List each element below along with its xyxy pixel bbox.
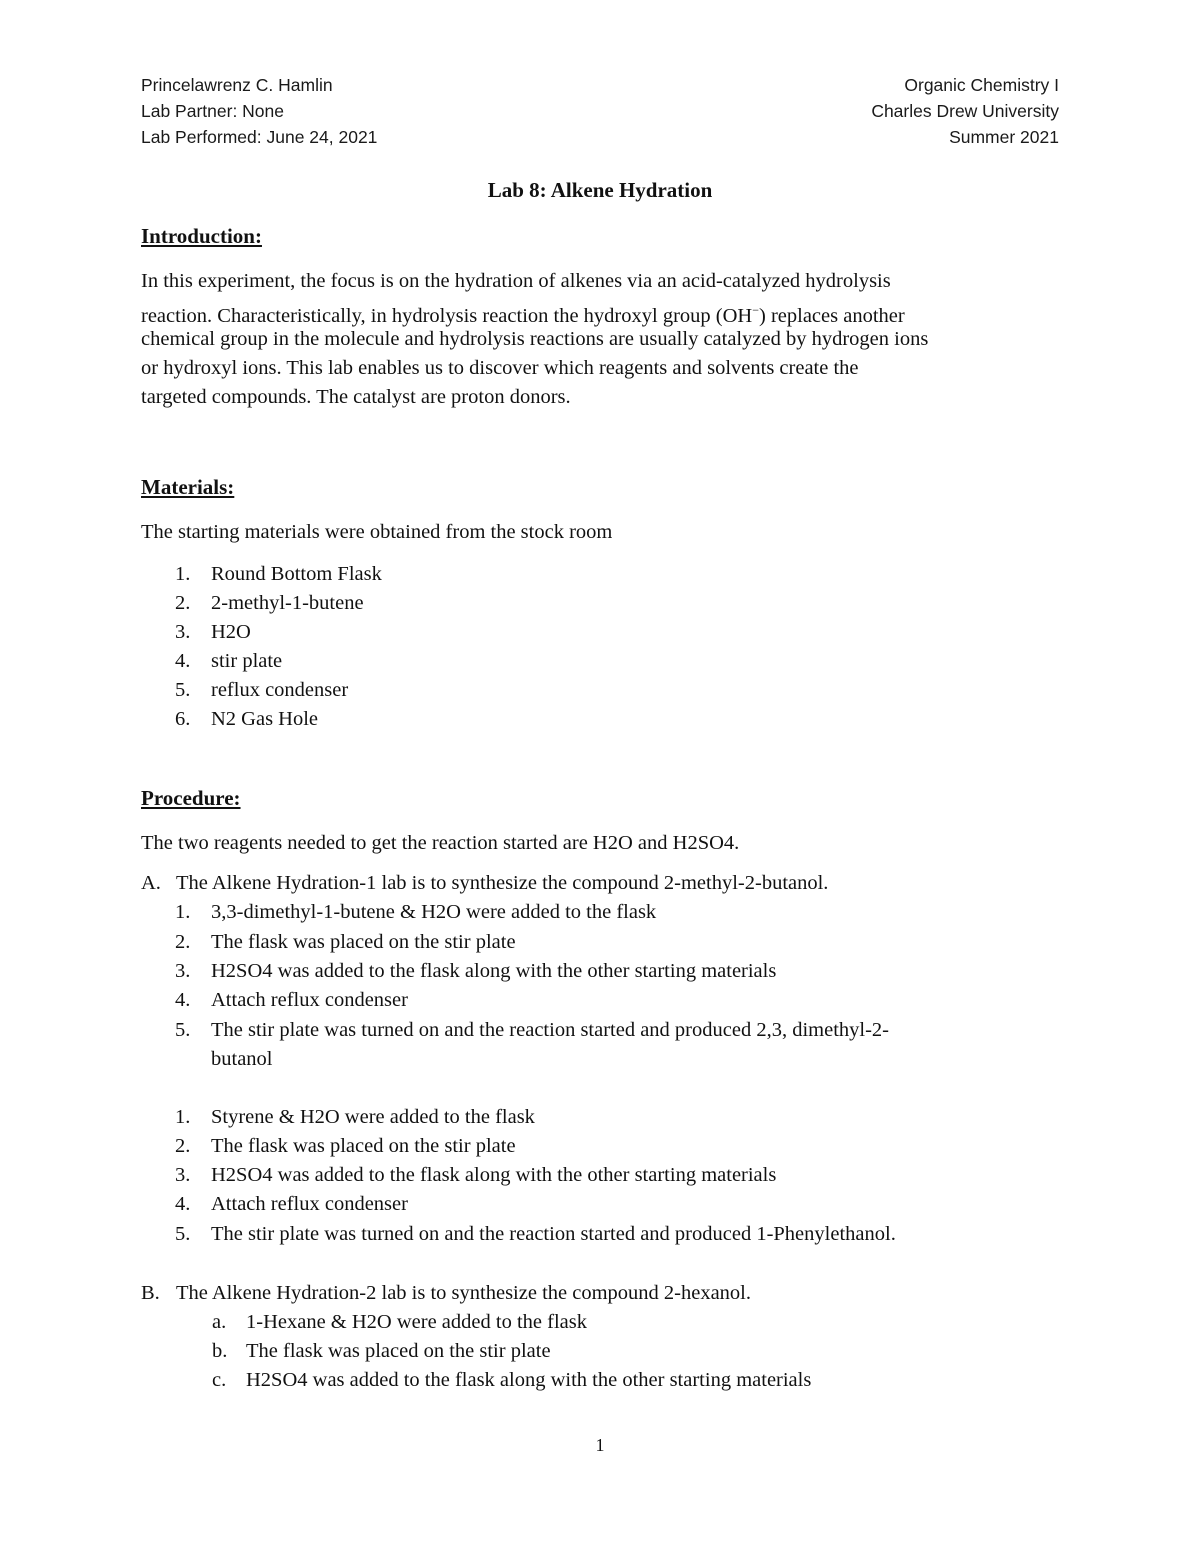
intro-line-3: chemical group in the molecule and hydrolysis reactions are usually catalyzed by hydrogen ions xyxy=(141,328,929,350)
materials-intro: The starting materials were obtained from the stock room xyxy=(141,521,613,543)
list-text: H2SO4 was added to the flask along with the other starting materials xyxy=(211,960,777,982)
list-item-continuation: butanol xyxy=(211,1048,273,1070)
list-text: 1-Hexane & H2O were added to the flask xyxy=(246,1311,587,1333)
list-letter: a. xyxy=(212,1311,227,1333)
list-number: 3. xyxy=(175,1164,191,1186)
list-text: N2 Gas Hole xyxy=(211,708,319,730)
page-number: 1 xyxy=(595,1435,605,1455)
list-text: 3,3-dimethyl-1-butene & H2O were added to the flask xyxy=(211,901,657,923)
list-text: Attach reflux condenser xyxy=(211,1193,408,1215)
list-letter: b. xyxy=(212,1340,228,1362)
list-text: 2-methyl-1-butene xyxy=(211,592,364,614)
list-letter: c. xyxy=(212,1369,227,1391)
list-text: Attach reflux condenser xyxy=(211,989,408,1011)
list-number: 1. xyxy=(175,1106,191,1128)
intro-line-5: targeted compounds. The catalyst are proton donors. xyxy=(141,386,571,408)
list-text: The stir plate was turned on and the reaction started and produced 1-Phenylethanol. xyxy=(211,1223,896,1245)
part-a-text: The Alkene Hydration-1 lab is to synthesize the compound 2-methyl-2-butanol. xyxy=(176,872,829,894)
list-number: 6. xyxy=(175,708,191,730)
lab-partner: Lab Partner: None xyxy=(141,101,285,121)
list-number: 3. xyxy=(175,621,191,643)
intro-line-4: or hydroxyl ions. This lab enables us to discover which reagents and solvents create the xyxy=(141,357,859,379)
list-text: The stir plate was turned on and the reaction started and produced 2,3, dimethyl-2- xyxy=(211,1019,889,1041)
procedure-intro: The two reagents needed to get the reaction started are H2O and H2SO4. xyxy=(141,832,740,854)
list-number: 3. xyxy=(175,960,191,982)
list-text: H2SO4 was added to the flask along with the other starting materials xyxy=(211,1164,777,1186)
list-number: 5. xyxy=(175,1223,191,1245)
introduction-heading: Introduction: xyxy=(141,224,262,248)
list-number: 2. xyxy=(175,1135,191,1157)
course-name: Organic Chemistry I xyxy=(904,75,1059,95)
list-number: 2. xyxy=(175,592,191,614)
part-b-text: The Alkene Hydration-2 lab is to synthesize the compound 2-hexanol. xyxy=(176,1282,752,1304)
list-number: 5. xyxy=(175,1019,191,1041)
part-b-label: B. xyxy=(141,1282,160,1304)
list-text: stir plate xyxy=(211,650,283,672)
materials-heading: Materials: xyxy=(141,475,235,499)
list-number: 1. xyxy=(175,563,191,585)
procedure-heading: Procedure: xyxy=(141,786,241,810)
list-text: The flask was placed on the stir plate xyxy=(211,1135,516,1157)
author-name: Princelawrenz C. Hamlin xyxy=(141,75,333,95)
intro-line-1: In this experiment, the focus is on the hydration of alkenes via an acid-catalyzed hydrolysis xyxy=(141,270,891,292)
list-number: 5. xyxy=(175,679,191,701)
intro-line-2-main: reaction. Characteristically, in hydrolysis reaction the hydroxyl group (OH xyxy=(141,304,753,327)
list-number: 1. xyxy=(175,901,191,923)
list-text: Styrene & H2O were added to the flask xyxy=(211,1106,535,1128)
list-number: 4. xyxy=(175,1193,191,1215)
university-name: Charles Drew University xyxy=(871,101,1059,121)
lab-date: Lab Performed: June 24, 2021 xyxy=(141,127,378,147)
list-text: The flask was placed on the stir plate xyxy=(211,931,516,953)
list-number: 2. xyxy=(175,931,191,953)
part-a-label: A. xyxy=(141,872,161,894)
list-text: Round Bottom Flask xyxy=(211,563,382,585)
list-text: H2O xyxy=(211,621,251,643)
list-text: H2SO4 was added to the flask along with the other starting materials xyxy=(246,1369,812,1391)
intro-line-2-tail: ) replaces another xyxy=(759,304,905,327)
list-text: The flask was placed on the stir plate xyxy=(246,1340,551,1362)
list-text: reflux condenser xyxy=(211,679,349,701)
list-number: 4. xyxy=(175,650,191,672)
list-number: 4. xyxy=(175,989,191,1011)
superscript-minus: − xyxy=(752,303,759,317)
document-title: Lab 8: Alkene Hydration xyxy=(487,178,713,202)
term: Summer 2021 xyxy=(949,127,1059,147)
